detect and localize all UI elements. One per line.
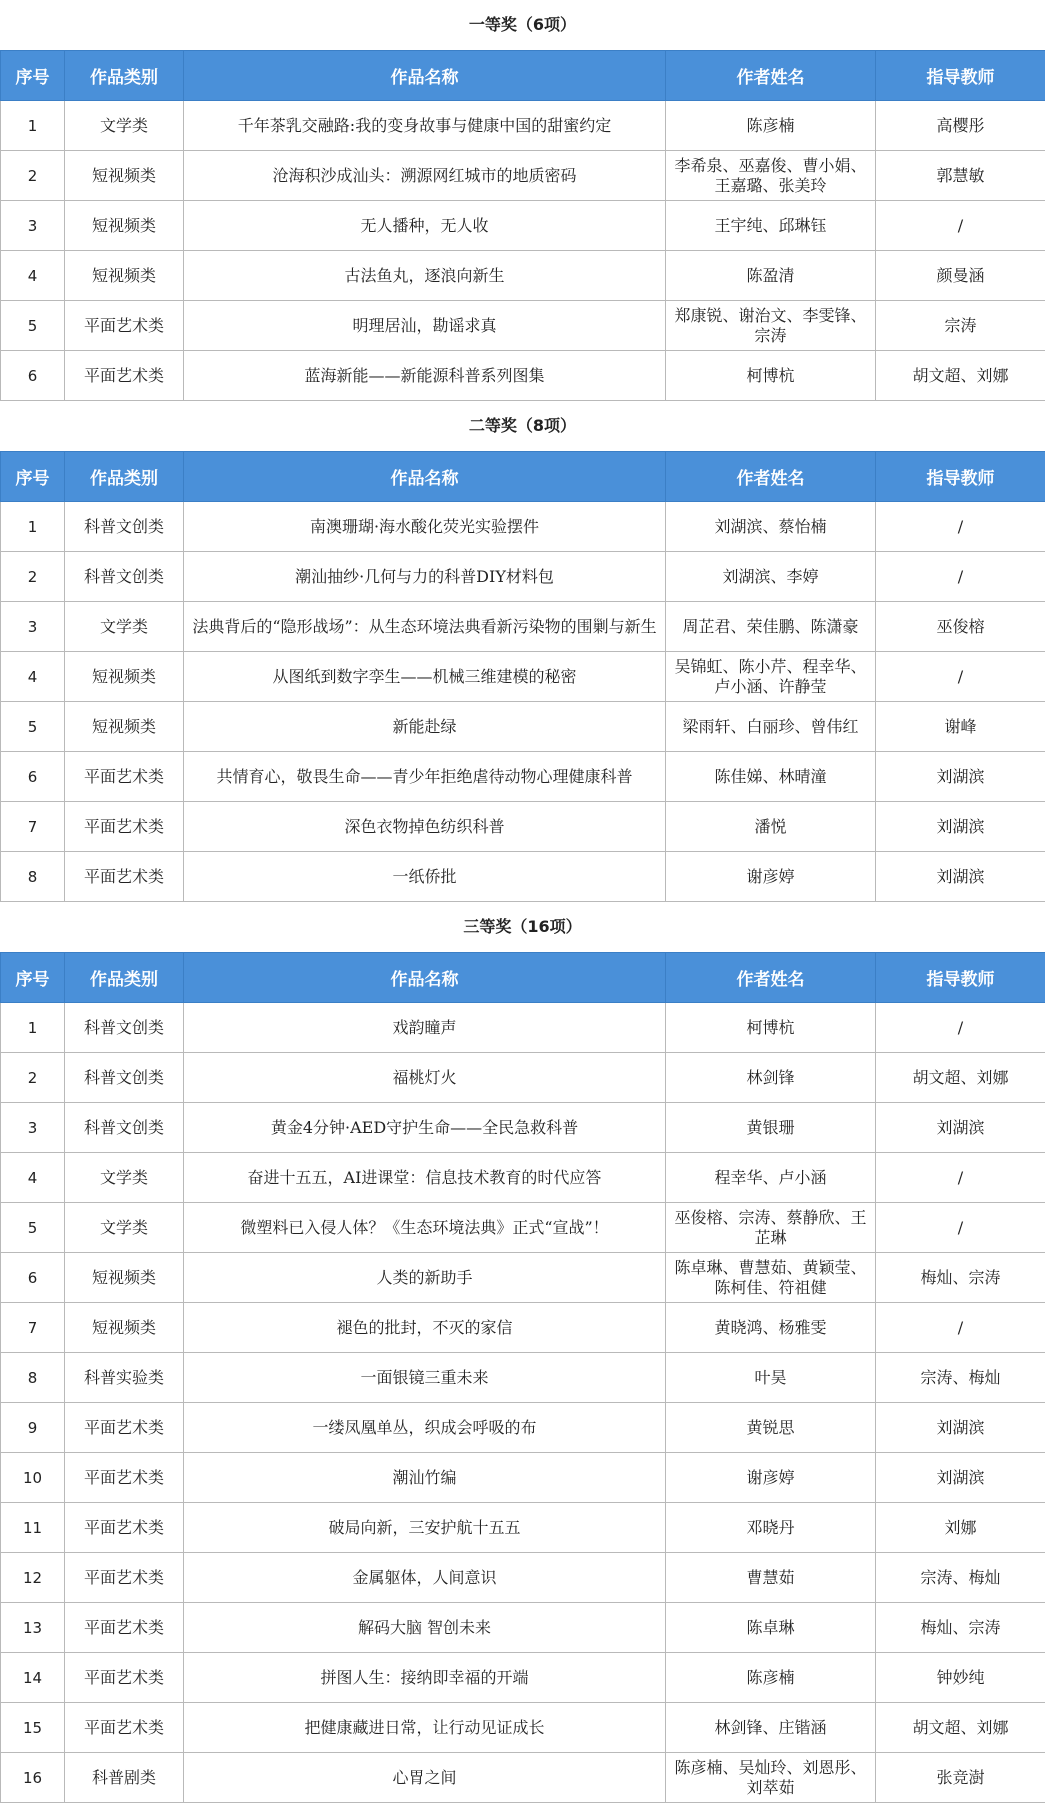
category-cell: 文学类 [65,1153,184,1203]
table-row [1,1703,1045,1753]
work-title-cell: 褪色的批封，不灭的家信 [184,1303,666,1353]
table-row [1,151,1045,201]
serial-number-cell: 16 [1,1753,65,1803]
work-title-cell: 一缕凤凰单丛，织成会呼吸的布 [184,1403,666,1453]
authors-cell: 陈卓琳 [666,1603,876,1653]
category-cell: 平面艺术类 [65,1603,184,1653]
category-cell: 平面艺术类 [65,852,184,902]
authors-cell: 邓晓丹 [666,1503,876,1553]
category-cell: 短视频类 [65,702,184,752]
work-title-cell: 微塑料已入侵人体？《生态环境法典》正式“宣战”！ [184,1203,666,1253]
advisor-cell: / [876,502,1045,552]
advisor-cell: 宗涛、梅灿 [876,1553,1045,1603]
serial-number-cell: 13 [1,1603,65,1653]
table-header-row [1,452,1045,502]
category-cell: 文学类 [65,101,184,151]
category-cell: 平面艺术类 [65,802,184,852]
serial-number-cell: 8 [1,1353,65,1403]
category-cell: 平面艺术类 [65,1453,184,1503]
serial-number-cell: 15 [1,1703,65,1753]
category-cell: 科普实验类 [65,1353,184,1403]
serial-number-cell: 9 [1,1403,65,1453]
authors-cell: 程幸华、卢小涵 [666,1153,876,1203]
serial-number-cell: 2 [1,1053,65,1103]
award-table [0,451,1045,902]
header-category: 作品类别 [65,452,184,502]
table-row [1,802,1045,852]
authors-cell: 黄锐思 [666,1403,876,1453]
authors-cell: 陈盈清 [666,251,876,301]
header-authors: 作者姓名 [666,51,876,101]
serial-number-cell: 12 [1,1553,65,1603]
advisor-cell: 宗涛 [876,301,1045,351]
category-cell: 科普文创类 [65,552,184,602]
table-row [1,1003,1045,1053]
advisor-cell: 高樱彤 [876,101,1045,151]
work-title-cell: 深色衣物掉色纺织科普 [184,802,666,852]
header-authors: 作者姓名 [666,452,876,502]
advisor-cell: 巫俊榕 [876,602,1045,652]
table-row [1,1753,1045,1803]
serial-number-cell: 6 [1,1253,65,1303]
work-title-cell: 从图纸到数字孪生——机械三维建模的秘密 [184,652,666,702]
advisor-cell: 胡文超、刘娜 [876,1703,1045,1753]
advisor-cell: / [876,552,1045,602]
advisor-cell: 胡文超、刘娜 [876,351,1045,401]
table-header-row [1,953,1045,1003]
category-cell: 平面艺术类 [65,1403,184,1453]
authors-cell: 谢彦婷 [666,852,876,902]
authors-cell: 林剑锋、庄锴涵 [666,1703,876,1753]
category-cell: 短视频类 [65,652,184,702]
serial-number-cell: 5 [1,301,65,351]
work-title-cell: 破局向新，三安护航十五五 [184,1503,666,1553]
table-row [1,852,1045,902]
work-title-cell: 南澳珊瑚·海水酸化荧光实验摆件 [184,502,666,552]
category-cell: 科普剧类 [65,1753,184,1803]
authors-cell: 李希泉、巫嘉俊、曹小娟、王嘉璐、张美玲 [666,151,876,201]
work-title-cell: 奋进十五五，AI进课堂：信息技术教育的时代应答 [184,1153,666,1203]
work-title-cell: 潮汕抽纱·几何与力的科普DIY材料包 [184,552,666,602]
table-row [1,1453,1045,1503]
table-row [1,602,1045,652]
serial-number-cell: 4 [1,652,65,702]
category-cell: 平面艺术类 [65,351,184,401]
serial-number-cell: 2 [1,552,65,602]
table-row [1,1553,1045,1603]
work-title-cell: 戏韵瞳声 [184,1003,666,1053]
table-row [1,101,1045,151]
category-cell: 短视频类 [65,1303,184,1353]
authors-cell: 巫俊榕、宗涛、蔡静欣、王芷琳 [666,1203,876,1253]
advisor-cell: 刘湖滨 [876,752,1045,802]
table-row [1,752,1045,802]
advisor-cell: / [876,201,1045,251]
table-row [1,1203,1045,1253]
table-row [1,201,1045,251]
serial-number-cell: 5 [1,1203,65,1253]
authors-cell: 陈卓琳、曹慧茹、黄颖莹、陈柯佳、符祖健 [666,1253,876,1303]
serial-number-cell: 14 [1,1653,65,1703]
header-work-title: 作品名称 [184,51,666,101]
award-table [0,952,1045,1803]
serial-number-cell: 1 [1,502,65,552]
authors-cell: 曹慧茹 [666,1553,876,1603]
category-cell: 短视频类 [65,201,184,251]
work-title-cell: 古法鱼丸，逐浪向新生 [184,251,666,301]
work-title-cell: 福桃灯火 [184,1053,666,1103]
work-title-cell: 沧海积沙成汕头：溯源网红城市的地质密码 [184,151,666,201]
category-cell: 短视频类 [65,1253,184,1303]
category-cell: 平面艺术类 [65,1703,184,1753]
work-title-cell: 黄金4分钟·AED守护生命——全民急救科普 [184,1103,666,1153]
authors-cell: 刘湖滨、蔡怡楠 [666,502,876,552]
table-row [1,502,1045,552]
advisor-cell: 刘湖滨 [876,1403,1045,1453]
advisor-cell: / [876,652,1045,702]
work-title-cell: 千年茶乳交融路:我的变身故事与健康中国的甜蜜约定 [184,101,666,151]
table-row [1,351,1045,401]
table-header-row [1,51,1045,101]
award-section-title: 三等奖（16项） [0,902,1045,952]
authors-cell: 陈彦楠 [666,101,876,151]
authors-cell: 林剑锋 [666,1053,876,1103]
category-cell: 平面艺术类 [65,301,184,351]
serial-number-cell: 8 [1,852,65,902]
authors-cell: 谢彦婷 [666,1453,876,1503]
table-row [1,1103,1045,1153]
advisor-cell: 刘湖滨 [876,1453,1045,1503]
work-title-cell: 无人播种，无人收 [184,201,666,251]
authors-cell: 黄银珊 [666,1103,876,1153]
advisor-cell: 刘湖滨 [876,852,1045,902]
work-title-cell: 蓝海新能——新能源科普系列图集 [184,351,666,401]
header-work-title: 作品名称 [184,452,666,502]
table-row [1,1653,1045,1703]
work-title-cell: 共情育心，敬畏生命——青少年拒绝虐待动物心理健康科普 [184,752,666,802]
authors-cell: 潘悦 [666,802,876,852]
category-cell: 科普文创类 [65,1053,184,1103]
authors-cell: 王宇纯、邱琳钰 [666,201,876,251]
category-cell: 科普文创类 [65,502,184,552]
category-cell: 平面艺术类 [65,752,184,802]
table-row [1,1303,1045,1353]
authors-cell: 梁雨轩、白丽珍、曾伟红 [666,702,876,752]
category-cell: 平面艺术类 [65,1503,184,1553]
advisor-cell: / [876,1003,1045,1053]
advisor-cell: 谢峰 [876,702,1045,752]
serial-number-cell: 6 [1,752,65,802]
category-cell: 平面艺术类 [65,1553,184,1603]
table-row [1,1353,1045,1403]
header-authors: 作者姓名 [666,953,876,1003]
category-cell: 短视频类 [65,151,184,201]
advisor-cell: 张竞澍 [876,1753,1045,1803]
serial-number-cell: 5 [1,702,65,752]
work-title-cell: 解码大脑 智创未来 [184,1603,666,1653]
work-title-cell: 拼图人生：接纳即幸福的开端 [184,1653,666,1703]
serial-number-cell: 3 [1,602,65,652]
work-title-cell: 一面银镜三重未来 [184,1353,666,1403]
advisor-cell: / [876,1153,1045,1203]
serial-number-cell: 1 [1,1003,65,1053]
authors-cell: 黄晓鸿、杨雅雯 [666,1303,876,1353]
work-title-cell: 一纸侨批 [184,852,666,902]
authors-cell: 柯博杭 [666,1003,876,1053]
header-advisor: 指导教师 [876,953,1045,1003]
header-serial-number: 序号 [1,51,65,101]
serial-number-cell: 3 [1,1103,65,1153]
authors-cell: 叶昊 [666,1353,876,1403]
category-cell: 文学类 [65,602,184,652]
work-title-cell: 人类的新助手 [184,1253,666,1303]
table-row [1,1053,1045,1103]
serial-number-cell: 10 [1,1453,65,1503]
category-cell: 平面艺术类 [65,1653,184,1703]
award-section-title: 二等奖（8项） [0,401,1045,451]
authors-cell: 刘湖滨、李婷 [666,552,876,602]
work-title-cell: 金属躯体，人间意识 [184,1553,666,1603]
advisor-cell: 郭慧敏 [876,151,1045,201]
award-section-title: 一等奖（6项） [0,0,1045,50]
header-category: 作品类别 [65,953,184,1003]
table-row [1,702,1045,752]
work-title-cell: 明理居汕，勘谣求真 [184,301,666,351]
advisor-cell: / [876,1203,1045,1253]
award-table [0,50,1045,401]
serial-number-cell: 4 [1,251,65,301]
advisor-cell: 宗涛、梅灿 [876,1353,1045,1403]
serial-number-cell: 2 [1,151,65,201]
advisor-cell: 梅灿、宗涛 [876,1603,1045,1653]
authors-cell: 周芷君、荣佳鹏、陈潇豪 [666,602,876,652]
work-title-cell: 新能赴绿 [184,702,666,752]
header-advisor: 指导教师 [876,51,1045,101]
work-title-cell: 把健康藏进日常，让行动见证成长 [184,1703,666,1753]
serial-number-cell: 11 [1,1503,65,1553]
serial-number-cell: 1 [1,101,65,151]
authors-cell: 陈佳娣、林晴潼 [666,752,876,802]
category-cell: 科普文创类 [65,1103,184,1153]
serial-number-cell: 7 [1,802,65,852]
table-row [1,1153,1045,1203]
advisor-cell: 钟妙纯 [876,1653,1045,1703]
header-category: 作品类别 [65,51,184,101]
header-work-title: 作品名称 [184,953,666,1003]
table-row [1,1403,1045,1453]
category-cell: 文学类 [65,1203,184,1253]
authors-cell: 陈彦楠、吴灿玲、刘恩彤、刘萃茹 [666,1753,876,1803]
table-row [1,552,1045,602]
table-row [1,251,1045,301]
serial-number-cell: 3 [1,201,65,251]
advisor-cell: 刘娜 [876,1503,1045,1553]
table-row [1,1253,1045,1303]
table-row [1,301,1045,351]
work-title-cell: 法典背后的“隐形战场”：从生态环境法典看新污染物的围剿与新生 [184,602,666,652]
authors-cell: 郑康锐、谢治文、李雯锋、宗涛 [666,301,876,351]
header-serial-number: 序号 [1,953,65,1003]
category-cell: 短视频类 [65,251,184,301]
advisor-cell: 刘湖滨 [876,1103,1045,1153]
advisor-cell: 刘湖滨 [876,802,1045,852]
header-advisor: 指导教师 [876,452,1045,502]
table-row [1,1603,1045,1653]
table-row [1,1503,1045,1553]
category-cell: 科普文创类 [65,1003,184,1053]
advisor-cell: / [876,1303,1045,1353]
serial-number-cell: 6 [1,351,65,401]
authors-cell: 陈彦楠 [666,1653,876,1703]
table-row [1,652,1045,702]
header-serial-number: 序号 [1,452,65,502]
work-title-cell: 潮汕竹编 [184,1453,666,1503]
serial-number-cell: 4 [1,1153,65,1203]
authors-cell: 吴锦虹、陈小芹、程幸华、卢小涵、许静莹 [666,652,876,702]
work-title-cell: 心胃之间 [184,1753,666,1803]
advisor-cell: 胡文超、刘娜 [876,1053,1045,1103]
advisor-cell: 梅灿、宗涛 [876,1253,1045,1303]
serial-number-cell: 7 [1,1303,65,1353]
authors-cell: 柯博杭 [666,351,876,401]
advisor-cell: 颜曼涵 [876,251,1045,301]
